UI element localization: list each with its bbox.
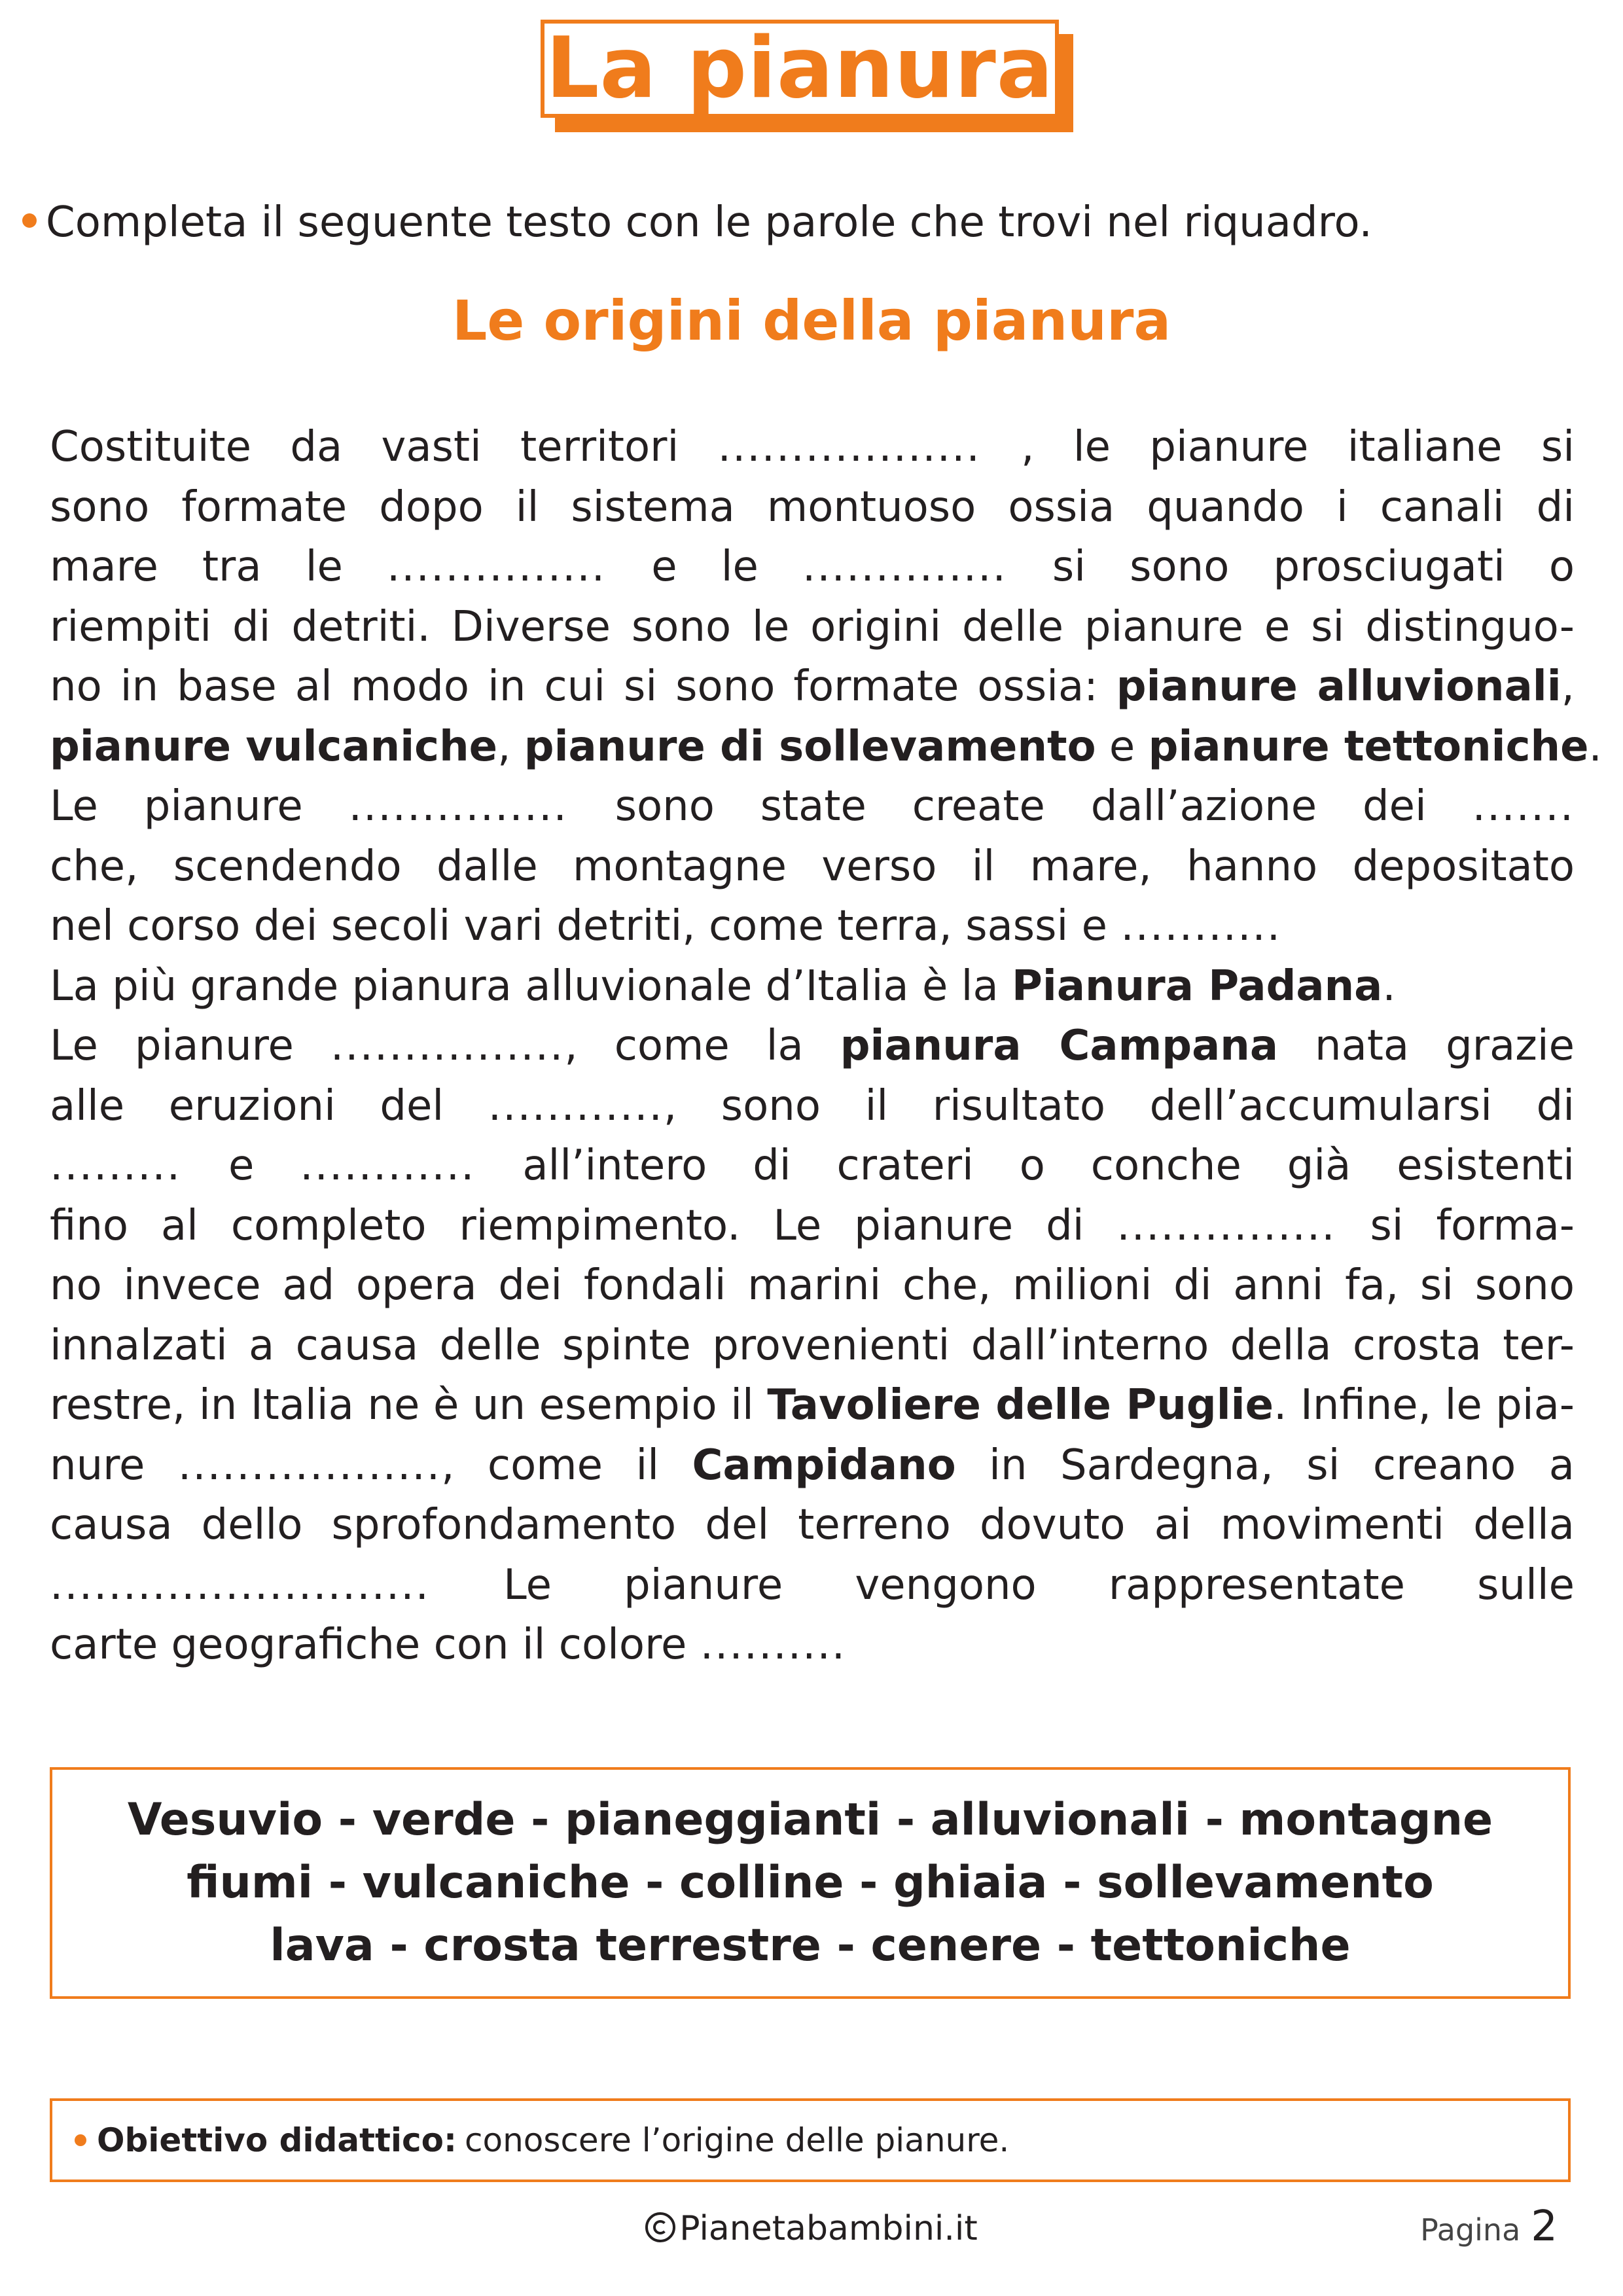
passage-line	[50, 1196, 1575, 1257]
bold-term: pianure tettoniche	[1148, 722, 1589, 771]
text: causa dello sprofondamento del terreno dovuto ai movimenti della	[50, 1501, 1575, 1549]
blank-field: ...........	[1120, 902, 1282, 950]
text: all’intero di crateri o conche già esistenti	[522, 1141, 1575, 1190]
text: nata grazie	[1278, 1022, 1575, 1070]
instruction-text: Completa il seguente testo con le parole che trovi nel riquadro.	[46, 198, 1372, 247]
objective-box	[50, 2098, 1571, 2182]
text: si sono prosciugati o	[1052, 543, 1575, 591]
text: nure	[50, 1441, 178, 1490]
blank-field: ..........	[700, 1621, 847, 1669]
page-indicator	[1420, 2200, 1558, 2256]
text: Costituite da vasti territori	[50, 423, 718, 471]
bold-term: pianura Campana	[840, 1022, 1279, 1070]
text: sono state create dall’azione dei	[615, 782, 1472, 831]
bold-term: Tavoliere delle Puglie	[767, 1381, 1274, 1429]
passage-line	[50, 1136, 1575, 1196]
text: e	[1096, 722, 1149, 771]
text: si forma-	[1370, 1201, 1575, 1250]
passage-line	[50, 1556, 1575, 1616]
passage-line	[50, 418, 1575, 478]
blank-field: ..........................	[50, 1560, 504, 1609]
text: che, scendendo dalle montagne verso il mare, hanno depositato	[50, 842, 1575, 891]
blank-field: ...............	[1116, 1201, 1370, 1250]
text: restre, in Italia ne è un esempio il	[50, 1381, 768, 1429]
text: sono formate dopo il sistema montuoso ossia quando i canali di	[50, 482, 1575, 531]
text: no invece ad opera dei fondali marini che, milioni di anni fa, si sono	[50, 1261, 1575, 1310]
passage-line	[50, 777, 1575, 837]
blank-field: ..............	[802, 543, 1052, 591]
text: e le	[651, 543, 802, 591]
blank-field: ..................	[177, 1441, 442, 1490]
text: carte geografiche con il colore	[50, 1621, 700, 1669]
text: , come la	[564, 1022, 840, 1070]
copyright-icon	[645, 2212, 675, 2242]
blank-field: ................	[330, 1022, 565, 1070]
text: e	[228, 1141, 300, 1190]
instruction	[22, 196, 1580, 249]
passage-line	[50, 1496, 1575, 1556]
text: in Sardegna, si creano a	[955, 1441, 1575, 1490]
text: Le pianure	[50, 1022, 330, 1070]
objective-text: conoscere l’origine delle pianure.	[465, 2121, 1010, 2159]
text: alle eruzioni del	[50, 1081, 488, 1130]
bold-term: Pianura Padana	[1012, 961, 1383, 1011]
passage-line	[50, 478, 1575, 538]
text: ,	[1561, 662, 1575, 711]
text: riempiti di detriti. Diverse sono le origini delle pianure e si distinguo-	[50, 602, 1575, 651]
passage-line	[50, 1316, 1575, 1376]
text: , le pianure italiane si	[1021, 423, 1575, 471]
passage-line	[50, 1256, 1575, 1316]
word-bank-line: Vesuvio - verde - pianeggianti - alluvionali - montagne	[127, 1794, 1493, 1846]
blank-field: ...............	[386, 543, 652, 591]
passage-line	[50, 1615, 1575, 1676]
bold-term: pianure di sollevamento	[524, 722, 1096, 771]
page-label: Pagina	[1420, 2212, 1521, 2248]
passage-line	[50, 1016, 1575, 1077]
blank-field: .........	[50, 1141, 228, 1190]
page-number: 2	[1531, 2202, 1558, 2251]
text: no in base al modo in cui si sono formate ossia:	[50, 662, 1116, 711]
title-box	[541, 20, 1059, 118]
text: La più grande pianura alluvionale d’Italia è la	[50, 961, 1012, 1011]
bold-term: pianure alluvionali	[1116, 662, 1561, 711]
passage-line	[50, 1376, 1575, 1436]
word-bank-line: fiumi - vulcaniche - colline - ghiaia - sollevamento	[187, 1857, 1434, 1909]
blank-field: ..................	[717, 423, 1022, 471]
page-title: La pianura	[545, 20, 1054, 117]
blank-field: .......	[1472, 782, 1575, 831]
section-subtitle: Le origini della pianura	[452, 289, 1171, 353]
blank-field: ............	[300, 1141, 523, 1190]
passage-line	[50, 598, 1575, 658]
text: Le pianure	[50, 782, 349, 831]
text: nel corso dei secoli vari detriti, come terra, sassi e	[50, 902, 1121, 950]
text: .	[1588, 722, 1602, 771]
word-bank-line: lava - crosta terrestre - cenere - tettoniche	[270, 1920, 1351, 1971]
passage-line	[50, 537, 1575, 598]
passage-line	[50, 657, 1575, 717]
passage-line	[50, 837, 1575, 897]
passage-line	[50, 957, 1575, 1017]
blank-field: ...............	[348, 782, 615, 831]
title-banner	[541, 20, 1079, 137]
footer-site	[0, 2206, 1623, 2251]
text: fino al completo riempimento. Le pianure di	[50, 1201, 1117, 1250]
objective-label: Obiettivo didattico:	[97, 2121, 457, 2159]
text: ,	[497, 722, 524, 771]
passage-line	[50, 717, 1602, 778]
text: , sono il risultato dell’accumularsi di	[663, 1081, 1575, 1130]
text: , come il	[441, 1441, 692, 1490]
bullet-icon	[75, 2134, 86, 2146]
blank-field: ............	[488, 1081, 664, 1130]
site-name: Pianetabambini.it	[679, 2209, 978, 2248]
text: .	[1382, 961, 1396, 1011]
text: Le pianure vengono rappresentate sulle	[503, 1560, 1575, 1609]
passage-line	[50, 1077, 1575, 1137]
passage-line	[50, 897, 1575, 957]
bold-term: pianure vulcaniche	[50, 722, 498, 771]
word-bank-box	[50, 1767, 1571, 1999]
text: mare tra le	[50, 543, 387, 591]
bullet-icon	[22, 213, 37, 228]
bold-term: Campidano	[692, 1441, 956, 1490]
fill-in-passage	[50, 418, 1602, 1676]
text: . Infine, le pia-	[1274, 1381, 1575, 1429]
text: innalzati a causa delle spinte provenienti dall’interno della crosta ter-	[50, 1321, 1575, 1370]
passage-line	[50, 1436, 1575, 1496]
